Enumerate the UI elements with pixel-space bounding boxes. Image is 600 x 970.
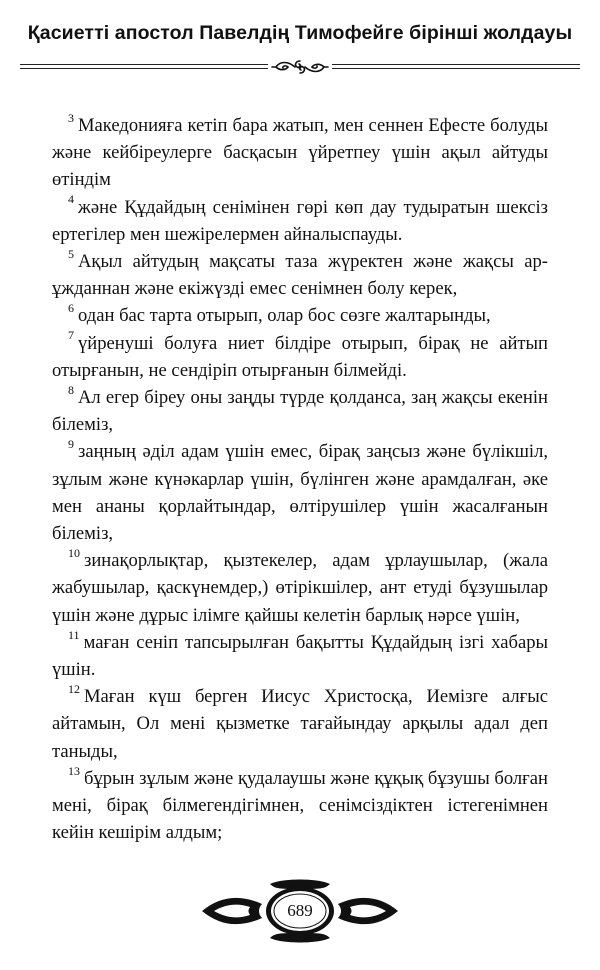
verse-number: 5: [68, 246, 74, 261]
verse-number: 10: [68, 546, 80, 561]
verse-8: [52, 384, 548, 438]
verse-number: 6: [68, 301, 74, 316]
page-header: [20, 22, 580, 45]
verse-5: [52, 248, 548, 302]
verse-number: 11: [68, 627, 80, 642]
verse-text: Македонияға кетіп бара жатып, мен сеннен Ефесте болуды және кейбіреулерге басқасын үйретпеу үшін ақыл айтуды өтіндім: [52, 115, 548, 191]
verse-text: үйренуші болуға ниет білдіре отырып, бірақ не айтып отырғанын, не сендіріп отырғанын білмейді.: [52, 332, 548, 381]
verse-number: 3: [68, 110, 74, 125]
verse-text: және Құдайдың сенімінен гөрі көп дау тудыратын шексіз ертегілер мен шежірелермен айналыспауды.: [52, 196, 548, 245]
verse-text: Маған күш берген Иисус Христосқа, Иемізге алғыс айтамын, Ол мені қызметке тағайындау арқылы адал деп таныды,: [52, 686, 548, 762]
verse-text: Ал егер біреу оны заңды түрде қолданса, заң жақсы екенін білеміз,: [52, 387, 548, 436]
scripture-text: [52, 112, 548, 846]
verse-6: [52, 302, 548, 329]
running-title: Қасиетті апостол Павелдің Тимофейге бірінші жолдауы: [27, 22, 573, 44]
verse-7: [52, 330, 548, 384]
verse-10: [52, 547, 548, 629]
page-footer: [200, 876, 400, 946]
verse-text: маған сеніп тапсырылған бақытты Құдайдың ізгі хабары үшін.: [52, 631, 548, 681]
verse-text: Ақыл айтудың мақсаты таза жүректен және жақсы ар-ұжданнан және екіжүзді емес сенімнен болу керек,: [52, 251, 548, 300]
scroll-ornament-icon: [268, 57, 332, 77]
verse-4: [52, 194, 548, 248]
verse-12: [52, 683, 548, 765]
verse-11: [52, 629, 548, 683]
verse-text: заңның әділ адам үшін емес, бірақ заңсыз және бүлікшіл, зұлым және күнәкарлар үшін, бүлінген және арамдалған, әке мен ананы қорлайтындар, өлтірушілер үшін жасалғанын білеміз,: [52, 441, 548, 545]
verse-number: 13: [68, 763, 80, 778]
verse-number: 9: [68, 437, 74, 452]
verse-text: одан бас тарта отырып, олар бос сөзге жалтарынды,: [78, 305, 491, 327]
verse-number: 4: [68, 192, 74, 207]
verse-number: 12: [68, 682, 80, 697]
verse-9: [52, 438, 548, 547]
verse-text: бұрын зұлым және қудалаушы және құқық бұзушы болған мені, бірақ білмегендігімнен, сенімсіздіктен істегенімнен кейін кешірім алдым;: [52, 767, 548, 844]
verse-text: зинақорлықтар, қызтекелер, адам ұрлаушылар, (жала жабушылар, қаскүнемдер,) өтірікшілер, ант етуді бұзушылар үшін және дұрыс ілімге қайшы келетін барлық нәрсе үшін,: [52, 550, 548, 626]
verse-number: 8: [68, 382, 74, 397]
verse-13: [52, 765, 548, 847]
page-number: 689: [287, 901, 313, 920]
verse-3: [52, 112, 548, 194]
verse-number: 7: [68, 328, 74, 343]
